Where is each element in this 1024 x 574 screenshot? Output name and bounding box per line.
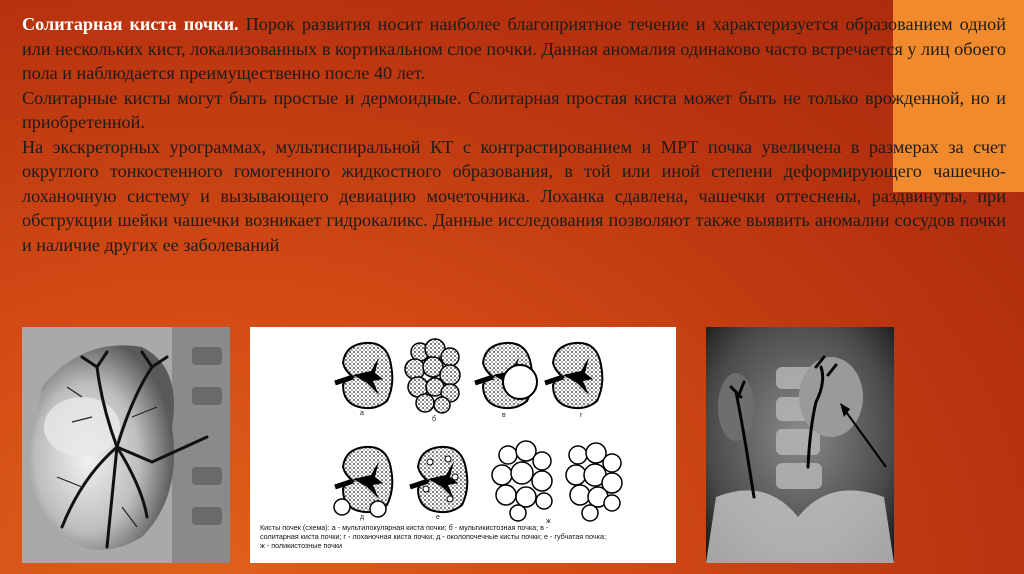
kidney-b [405, 339, 460, 413]
paragraph-1-text: Порок развития носит наиболее благоприятное течение и характеризуется образованием одной или нескольких кист, локализованных в кортикальном слое почки. Данная аномалия одинаково часто встречается у лиц обоего пола и наблюдается преимущественно после 40 лет. [22, 14, 1007, 83]
caption-line-2: солитарная киста почки; г - лоханочная киста почки; д - околопочечные кисты почки; е - губчатая почка; [260, 532, 606, 541]
paragraph-3: На экскреторных урограммах, мультиспиральной КТ с контрастированием и МРТ почка увеличена в размерах за счет округлого тонкостенного гомогенного жидкостного образования, в той или иной степени деформирующего чашечно-лоханочную систему и вызывающего девиацию мочеточника. Лоханка сдавлена, чашечки оттеснены, раздвинуты, при обструкции шейки чашечки возникает гидрокаликс. Данные исследования позволяют также выявить аномалии сосудов почки и наличие других ее заболеваний [22, 136, 1006, 255]
xray-image [706, 327, 894, 563]
figure-caption [260, 523, 670, 550]
letter-a: а [360, 410, 364, 417]
kidney-a [335, 343, 392, 408]
paragraph-2: Солитарные кисты могут быть простые и дермоидные. Солитарная простая киста может быть не только врожденной, но и приобретенной. [22, 87, 1006, 132]
letter-g: ж [546, 518, 551, 525]
letter-c: в [502, 412, 506, 419]
kidney-d [545, 343, 602, 408]
urogram-image [22, 327, 230, 563]
letter-e: д [360, 514, 365, 521]
kidney-f [410, 447, 467, 512]
paragraph-1 [22, 12, 1006, 86]
caption-line-3: ж - поликистозные почки [260, 541, 343, 550]
kidney-e [334, 447, 392, 517]
slide-text [22, 12, 1006, 257]
letter-b: б [432, 416, 437, 423]
caption-line-1: Кисты почек (схема): а - мультилокулярная киста почки; б - мультикистозная почка; в - [260, 523, 549, 532]
kidney-g [492, 441, 622, 521]
slide-title: Солитарная киста почки. [22, 14, 239, 34]
letter-d: г [580, 412, 583, 419]
kidney-c [475, 343, 537, 408]
letter-f: е [436, 514, 440, 521]
